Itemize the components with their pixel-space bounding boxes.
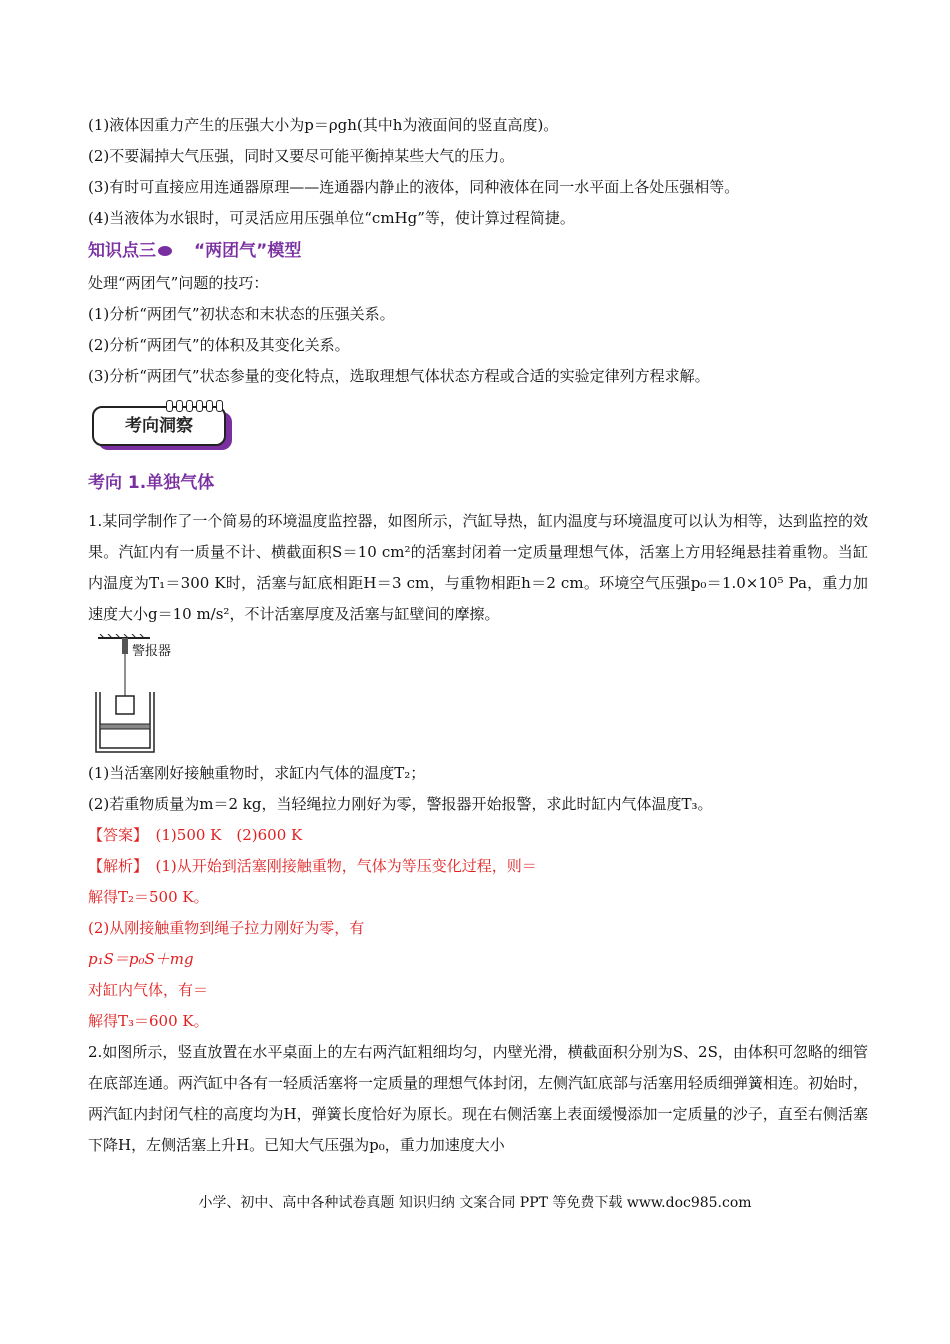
notebook-rings-icon xyxy=(166,398,226,408)
page-footer: 小学、初中、高中各种试卷真题 知识归纳 文案合同 PPT 等免费下载 www.doc985.com xyxy=(198,1195,752,1211)
q2-stem: 2.如图所示，竖直放置在水平桌面上的左右两汽缸粗细均匀，内壁光滑，横截面积分别为S、2S，由体积可忽略的细管在底部连通。两汽缸中各有一轻质活塞将一定质量的理想气体封闭，左侧汽缸底部与活塞用轻质细弹簧相连。初始时，两汽缸内封闭气柱的高度均为H，弹簧长度恰好为原长。现在右侧活塞上表面缓慢添加一定质量的沙子，直至右侧活塞下降H，左侧活塞上升H。已知大气压强为p₀，重力加速度大小 xyxy=(88,1043,869,1154)
list-item: 处理“两团气”问题的技巧： xyxy=(88,274,269,292)
answer-tag: 【答案】 xyxy=(88,826,141,844)
q1-sub1: (1)当活塞刚好接触重物时，求缸内气体的温度T₂； xyxy=(88,764,426,782)
answer-text: (1)500 K (2)600 K xyxy=(155,826,303,844)
list-item: (3)有时可直接应用连通器原理——连通器内静止的液体，同种液体在同一水平面上各处压强相等。 xyxy=(88,178,740,196)
analysis-text: (1)从开始到活塞刚接触重物，气体为等压变化过程，则＝ xyxy=(155,857,537,875)
q1-sub2: (2)若重物质量为m＝2 kg，当轻绳拉力刚好为零，警报器开始报警，求此时缸内气体温度T₃。 xyxy=(88,795,713,813)
q1-analysis-row xyxy=(88,851,868,882)
cylinder-diagram-svg xyxy=(90,634,290,754)
analysis-line: 对缸内气体，有＝ xyxy=(88,981,209,999)
section3-body xyxy=(88,268,868,392)
section3-heading xyxy=(88,234,868,268)
q1-stem: 1.某同学制作了一个简易的环境温度监控器，如图所示，汽缸导热，缸内温度与环境温度可以认为相等，达到监控的效果。汽缸内有一质量不计、横截面积S＝10 cm²的活塞封闭着一定质量理想气体，活塞上方用轻绳悬挂着重物。当缸内温度为T₁＝300 K时，活塞与缸底相距H＝3 cm，与重物相距h＝2 cm。环境空气压强p₀＝1.0×10⁵ Pa，重力加速度大小g＝10 m/s²，不计活塞厚度及活塞与缸壁间的摩擦。 xyxy=(88,512,868,623)
analysis-line: p₁S＝p₀S＋mg xyxy=(88,950,194,968)
section-banner xyxy=(92,406,234,452)
list-item: (1)液体因重力产生的压强大小为p＝ρgh(其中h为液面间的竖直高度)。 xyxy=(88,116,559,134)
analysis-line: (2)从刚接触重物到绳子拉力刚好为零，有 xyxy=(88,919,365,937)
alarm-label: 警报器 xyxy=(132,644,172,659)
list-item: (3)分析“两团气”状态参量的变化特点，选取理想气体状态方程或合适的实验定律列方程求解。 xyxy=(88,367,710,385)
q1-answer-row xyxy=(88,820,868,851)
list-item: (1)分析“两团气”初状态和末状态的压强关系。 xyxy=(88,305,395,323)
section3-label: 知识点三 xyxy=(88,241,156,261)
section3-title: “两团气”模型 xyxy=(194,241,302,261)
analysis-tag: 【解析】 xyxy=(88,857,141,875)
document-page xyxy=(88,110,868,1161)
direction1-heading: 考向 1.单独气体 xyxy=(88,473,215,493)
analysis-line: 解得T₂＝500 K。 xyxy=(88,888,209,906)
intro-list xyxy=(88,110,868,234)
banner-label: 考向洞察 xyxy=(92,406,226,446)
list-item: (2)分析“两团气”的体积及其变化关系。 xyxy=(88,336,350,354)
list-item: (2)不要漏掉大气压强，同时又要尽可能平衡掉某些大气的压力。 xyxy=(88,147,515,165)
cylinder-diagram xyxy=(90,634,290,754)
list-item: (4)当液体为水银时，可灵活应用压强单位“cmHg”等，使计算过程简捷。 xyxy=(88,209,575,227)
analysis-line: 解得T₃＝600 K。 xyxy=(88,1012,209,1030)
speech-bubble-icon xyxy=(158,246,172,256)
